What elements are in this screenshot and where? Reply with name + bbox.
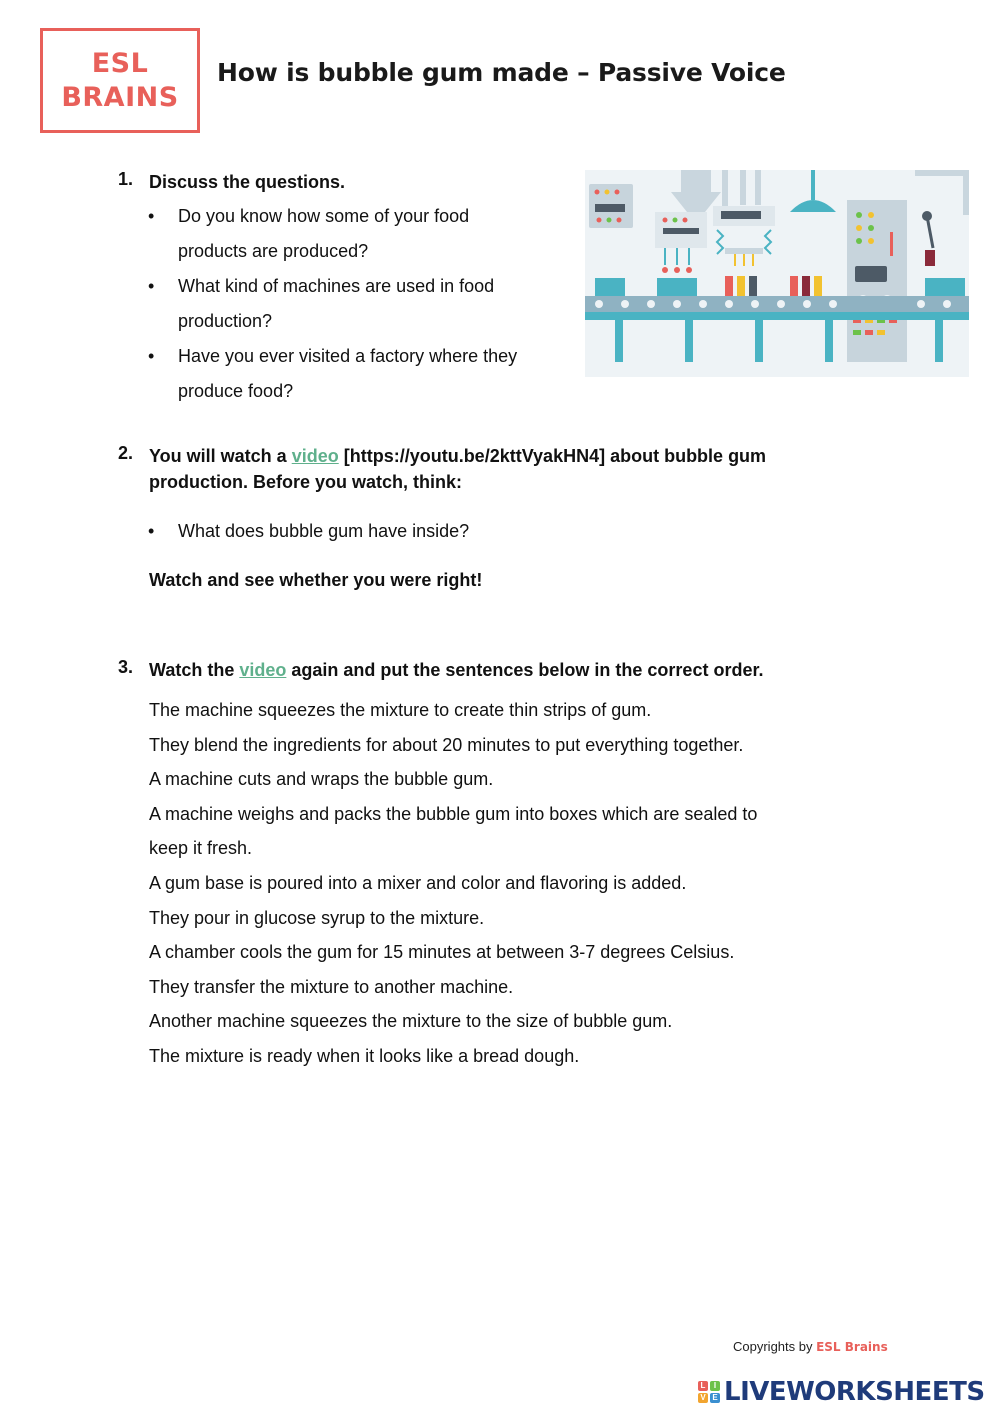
sentence-item: keep it fresh.: [149, 838, 253, 859]
question-1-number: 1.: [118, 169, 134, 189]
esl-brains-logo: [40, 28, 200, 133]
sentence-item: Another machine squeezes the mixture to the size of bubble gum.: [149, 1011, 673, 1032]
lw-box: V: [698, 1393, 708, 1403]
bullet-icon: •: [148, 206, 155, 226]
sentence-item: The mixture is ready when it looks like a bread dough.: [149, 1045, 580, 1066]
bullet-icon: •: [148, 276, 155, 296]
sentence-item: They pour in glucose syrup to the mixture.: [149, 907, 485, 928]
question-2-heading: [149, 443, 878, 495]
copyright-notice: [733, 1339, 888, 1354]
list-item: [118, 269, 578, 339]
copyright-brand: ESL Brains: [816, 1340, 888, 1354]
bullet-text: produce food?: [178, 381, 294, 401]
bullet-text: What kind of machines are used in food: [178, 276, 495, 296]
bullet-icon: •: [148, 346, 155, 366]
list-item: [118, 199, 578, 269]
question-2-bullets: [118, 514, 878, 549]
question-2: [118, 443, 878, 593]
question-2-text: production. Before you watch, think:: [149, 472, 463, 492]
question-3-text: again and put the sentences below in the correct order.: [286, 660, 764, 680]
copyright-prefix: Copyrights by: [733, 1339, 817, 1354]
liveworksheets-logo: [698, 1376, 985, 1408]
factory-conveyor-illustration: [585, 170, 969, 377]
lw-box: I: [710, 1381, 720, 1391]
sentence-item: A machine weighs and packs the bubble gum into boxes which are sealed to: [149, 803, 758, 824]
page-title: How is bubble gum made – Passive Voice: [217, 58, 786, 87]
question-2-text: You will watch a: [149, 446, 292, 466]
question-1: [118, 169, 578, 409]
sentence-item: They transfer the mixture to another machine.: [149, 976, 514, 997]
sentence-list: [118, 693, 898, 1074]
lw-box: L: [698, 1381, 708, 1391]
bullet-text: What does bubble gum have inside?: [178, 521, 470, 541]
liveworksheets-wordmark: LIVEWORKSHEETS: [724, 1377, 985, 1407]
question-2-text: [https://youtu.be/2kttVyakHN4] about bubble gum: [338, 446, 767, 466]
lw-box: E: [710, 1393, 720, 1403]
sentence-item: A chamber cools the gum for 15 minutes at between 3-7 degrees Celsius.: [149, 942, 735, 963]
watch-instruction: Watch and see whether you were right!: [149, 570, 483, 590]
question-3-text: Watch the: [149, 660, 240, 680]
bullet-text: products are produced?: [178, 241, 369, 261]
bullet-text: Do you know how some of your food: [178, 206, 470, 226]
bullet-text: Have you ever visited a factory where they: [178, 346, 518, 366]
question-3-number: 3.: [118, 657, 134, 677]
list-item: [118, 339, 578, 409]
sentence-item: A machine cuts and wraps the bubble gum.: [149, 769, 494, 790]
logo-line1: ESL: [91, 47, 149, 79]
question-2-number: 2.: [118, 443, 134, 463]
question-3-heading: [149, 657, 898, 683]
video-link[interactable]: video: [239, 660, 287, 680]
liveworksheets-icon: [698, 1381, 720, 1403]
question-1-bullets: [118, 199, 578, 409]
video-link[interactable]: video: [291, 446, 339, 466]
bullet-text: production?: [178, 311, 273, 331]
list-item: [118, 514, 878, 549]
sentence-item: They blend the ingredients for about 20 minutes to put everything together.: [149, 734, 744, 755]
sentence-item: The machine squeezes the mixture to create thin strips of gum.: [149, 700, 652, 720]
bullet-icon: •: [148, 521, 155, 541]
logo-line2: BRAINS: [61, 81, 179, 113]
question-3: [118, 657, 898, 1074]
question-1-heading: Discuss the questions.: [149, 172, 346, 192]
sentence-item: A gum base is poured into a mixer and color and flavoring is added.: [149, 872, 687, 893]
